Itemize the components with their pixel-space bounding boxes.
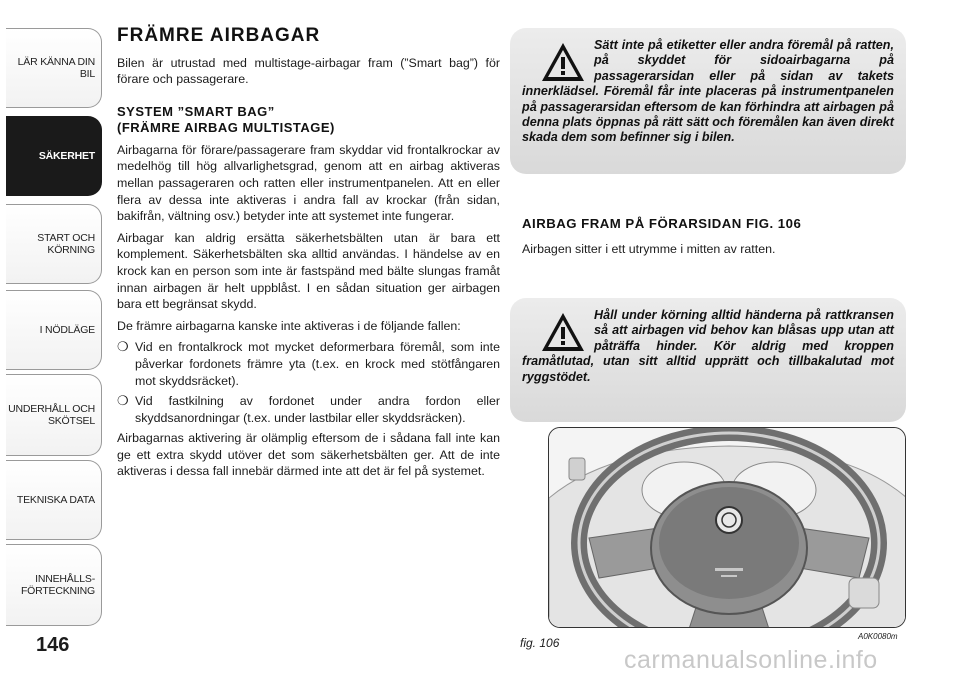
tab-lar-kanna-din-bil[interactable] bbox=[6, 28, 102, 108]
list-item-text: Vid fastkilning av fordonet under andra fordon eller skyddsanordningar (t.ex. under lastbilar eller skyddsräcken). bbox=[135, 394, 500, 425]
page-title: FRÄMRE AIRBAGAR bbox=[117, 25, 321, 46]
watermark: carmanualsonline.info bbox=[624, 646, 878, 674]
left-column bbox=[117, 25, 500, 485]
right-column bbox=[510, 28, 906, 384]
steering-wheel-figure bbox=[548, 427, 906, 628]
bullet-circle-icon: ❍ bbox=[117, 339, 129, 355]
intro-text: Bilen är utrustad med multistage-airbagar fram (”Smart bag”) för förare och passagerare. bbox=[117, 55, 500, 87]
paragraph-1: Airbagarna för förare/passagerare fram skyddar vid frontalkrockar av medelhög till hög allvarlighetsgrad, genom att en airbag aktiveras mellan passageraren och ratten eller instrumentpanelen. Att en eller flera av dessa inte aktiveras i andra fall av krockar (från sidan, bakifrån, vältning osv.) betyder inte att systemet inte fungerar. bbox=[117, 142, 500, 224]
section-text: Airbagen sitter i ett utrymme i mitten av ratten. bbox=[522, 242, 776, 256]
tab-innehallsforteckning[interactable] bbox=[6, 544, 102, 626]
figure-caption: fig. 106 bbox=[520, 636, 560, 650]
tab-label: START OCH KÖRNING bbox=[37, 232, 95, 256]
list-item bbox=[117, 393, 500, 426]
tab-label: UNDERHÅLL OCH SKÖTSEL bbox=[8, 403, 95, 427]
tab-label: I NÖDLÄGE bbox=[39, 324, 95, 336]
subsection-title bbox=[117, 104, 500, 136]
warning-box bbox=[510, 28, 906, 174]
tab-label: LÄR KÄNNA DIN BIL bbox=[17, 56, 95, 80]
warning-box bbox=[510, 298, 906, 422]
tab-sakerhet[interactable] bbox=[6, 116, 102, 196]
paragraph-3: De främre airbagarna kanske inte aktiveras i de följande fallen: bbox=[117, 318, 461, 333]
subtitle-line-1: SYSTEM ”SMART BAG” bbox=[117, 103, 275, 119]
paragraph-2: Airbagar kan aldrig ersätta säkerhetsbälten utan är bara ett komplement. Säkerhetsbälten ska alltid användas. I händelse av en krock kan en person som inte är fastspänd med bälte slungas framåt innan airbagen är helt uppblåst. I en sådan situation ger airbagen bara ett begränsat skydd. bbox=[117, 230, 500, 312]
page-number: 146 bbox=[36, 634, 70, 656]
tab-underhall-och-skotsel[interactable] bbox=[6, 374, 102, 456]
steering-wheel-illustration bbox=[549, 428, 906, 628]
list-item bbox=[117, 339, 500, 389]
tab-tekniska-data[interactable] bbox=[6, 460, 102, 540]
bullet-circle-icon: ❍ bbox=[117, 393, 129, 409]
figure-code: A0K0080m bbox=[858, 632, 898, 641]
warning-text: Sätt inte på etiketter eller andra föremål på ratten, på skyddet för sidoairbagarna på passagerarsidan eller på sidan av takets innerklädsel. Föremål får inte placeras på instrumentpanelen på passagerarsidan eftersom de kan förhindra att airbagen på denna plats öppnas på rätt sätt och föremålen kan även direkt skada dem som befinner sig i bilen. bbox=[522, 38, 894, 145]
tab-label: TEKNISKA DATA bbox=[16, 494, 95, 506]
warning-text: Håll under körning alltid händerna på rattkransen så att airbagen vid behov kan blåsas upp utan att påträffa hinder. Kör aldrig med kroppen framåtlutad, utan sitt alltid upprätt och tillbakalutad mot ryggstödet. bbox=[522, 308, 894, 384]
warning-triangle-icon bbox=[540, 310, 586, 354]
tab-label: INNEHÅLLS- FÖRTECKNING bbox=[20, 573, 95, 597]
warning-triangle-icon bbox=[540, 40, 586, 84]
subtitle-line-2: (FRÄMRE AIRBAG MULTISTAGE) bbox=[117, 119, 335, 135]
paragraph-4: Airbagarnas aktivering är olämplig eftersom de i sådana fall inte kan ge ett extra skydd utöver det som säkerhetsbälten ger. Att de inte aktiveras i dessa fall innebär därmed inte att det är fel på systemet. bbox=[117, 431, 500, 479]
tab-label: SÄKERHET bbox=[38, 150, 95, 162]
tab-i-nodlage[interactable] bbox=[6, 290, 102, 370]
section-title: AIRBAG FRAM PÅ FÖRARSIDAN FIG. 106 bbox=[522, 216, 802, 231]
tab-start-och-korning[interactable] bbox=[6, 204, 102, 284]
list-item-text: Vid en frontalkrock mot mycket deformerbara föremål, som inte påverkar fordonets främre yta (t.ex. en krock med stötfångaren mot skyddsräcket). bbox=[135, 340, 500, 388]
